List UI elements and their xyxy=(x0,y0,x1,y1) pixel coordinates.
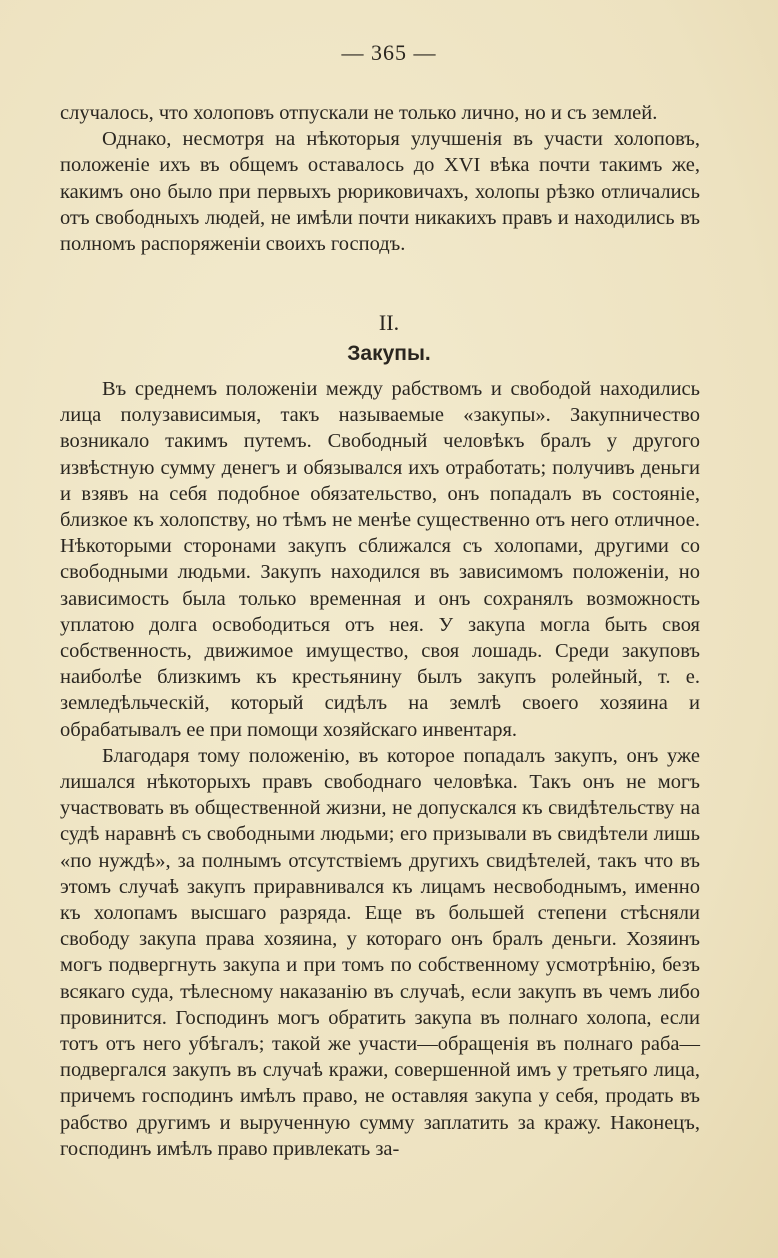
top-text xyxy=(60,100,700,257)
section-title: Закупы. xyxy=(347,342,431,365)
main-text xyxy=(60,376,700,1162)
paragraph: Благодаря тому положенію, въ которое попадалъ закупъ, онъ уже лишался нѣкоторыхъ правъ свободнаго человѣка. Такъ онъ не могъ участвовать въ общественной жизни, не допускался къ свидѣтельству на судѣ наравнѣ съ свободными людьми; его призывали въ свидѣтели лишь «по нуждѣ», за полнымъ отсутствіемъ другихъ свидѣтелей, такъ что въ этомъ случаѣ закупъ приравнивался къ лицамъ несвободнымъ, именно къ холопамъ высшаго разряда. Еще въ большей степени стѣсняли свободу закупа права хозяина, у котораго онъ бралъ деньги. Хозяинъ могъ подвергнуть закупа и при томъ по собственному усмотрѣнію, безъ всякаго суда, тѣлесному наказанію въ случаѣ, если закупъ въ чемъ либо провинится. Господинъ могъ обратить закупа въ полнаго холопа, если тотъ отъ него убѣгалъ; такой же участи—обращенія въ полнаго раба—подвергался закупъ въ случаѣ кражи, совершенной имъ у третьяго лица, причемъ господинъ имѣлъ право, не оставляя закупа у себя, продать въ рабство другимъ и вырученную сумму заплатить за кражу. Наконецъ, господинъ имѣлъ право привлекать за- xyxy=(60,744,700,1160)
paragraph: Въ среднемъ положеніи между рабствомъ и свободой находились лица полузависимыя, такъ называемые «закупы». Закупничество возникало такимъ путемъ. Свободный человѣкъ бралъ у другого извѣстную сумму денегъ и обязывался ихъ отработать; получивъ деньги и взявъ на себя подобное обязательство, онъ попадалъ въ состояніе, близкое къ холопству, но тѣмъ не менѣе существенно отъ него отличное. Нѣкоторыми сторонами закупъ сближался съ холопами, другими со свободными людьми. Закупъ находился въ зависимомъ положеніи, но зависимость была только временная и онъ сохранялъ возможность уплатою долга освободиться отъ нея. У закупа могла быть своя собственность, движимое имущество, своя лошадь. Среди закуповъ наиболѣе близкимъ къ крестьянину былъ закупъ ролейный, т. е. земледѣльческій, который сидѣлъ на землѣ своего хозяина и обрабатывалъ ее при помощи хозяйскаго инвентаря. xyxy=(60,378,700,741)
paragraph: случалось, что холоповъ отпускали не только лично, но и съ землей. xyxy=(60,102,658,124)
page-number: — 365 — xyxy=(341,40,437,65)
paragraph: Однако, несмотря на нѣкоторыя улучшенія въ участи холоповъ, положеніе ихъ въ общемъ оставалось до XVI вѣка почти такимъ же, какимъ оно было при первыхъ рюриковичахъ, холопы рѣзко отличались отъ свободныхъ людей, не имѣли почти никакихъ правъ и находились въ полномъ распоряженіи своихъ господъ. xyxy=(60,128,700,256)
section-number: II. xyxy=(378,310,400,335)
